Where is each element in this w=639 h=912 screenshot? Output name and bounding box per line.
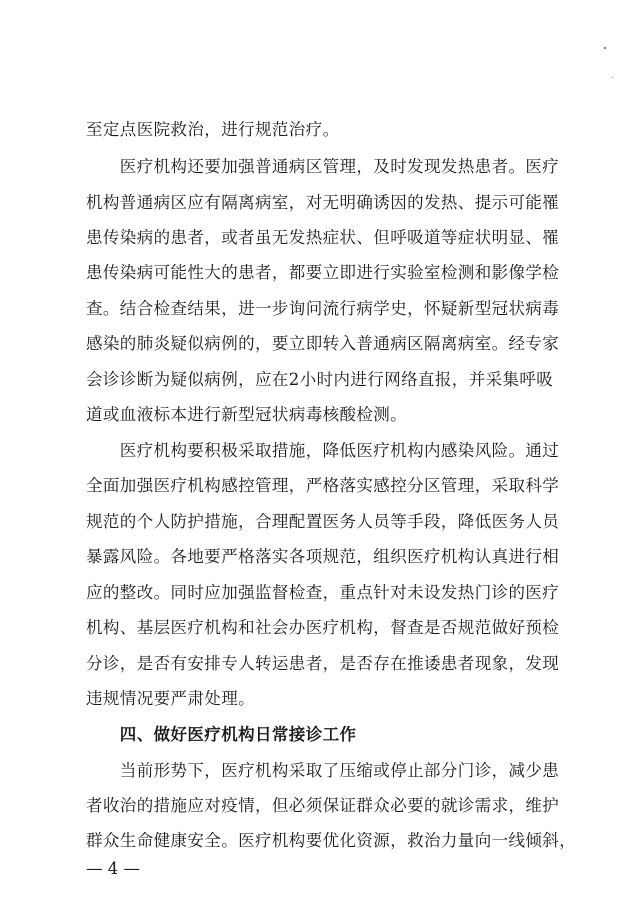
text-line: 医疗机构还要加强普通病区管理，及时发现发热患者。医疗 [86, 157, 560, 176]
text-line: 规范的个人防护措施，合理配置医务人员等手段，降低医务人员 [86, 512, 560, 531]
text-line: 机构、基层医疗机构和社会办医疗机构，督查是否规范做好预检 [86, 618, 560, 637]
text-line: 查。结合检查结果，进一步询问流行病学史，怀疑新型冠状病毒 [86, 299, 560, 318]
text-line: 患传染病可能性大的患者，都要立即进行实验室检测和影像学检 [86, 263, 560, 282]
page-number: — 4 — [86, 859, 140, 878]
text-line: 患传染病的患者，或者虽无发热症状、但呼吸道等症状明显、罹 [86, 228, 560, 247]
text-line: 会诊诊断为疑似病例，应在2小时内进行网络直报，并采集呼吸 [86, 370, 554, 389]
text-line: 机构普通病区应有隔离病室，对无明确诱因的发热、提示可能罹 [86, 193, 560, 212]
text-line: 者收治的措施应对疫情，但必须保证群众必要的就诊需求，维护 [86, 796, 560, 815]
text-line: 暴露风险。各地要严格落实各项规范，组织医疗机构认真进行相 [86, 547, 560, 566]
section-heading: 四、做好医疗机构日常接诊工作 [86, 725, 357, 744]
text-line: 全面加强医疗机构感控管理，严格落实感控分区管理，采取科学 [86, 476, 560, 495]
text-line: 应的整改。同时应加强监督检查，重点针对未设发热门诊的医疗 [86, 583, 560, 602]
text-line: 感染的肺炎疑似病例的，要立即转入普通病区隔离病室。经专家 [86, 334, 560, 353]
text-line: 分诊，是否有安排专人转运患者，是否存在推诿患者现象，发现 [86, 654, 560, 673]
text-line: 违规情况要严肃处理。 [86, 689, 255, 708]
scan-speck [612, 77, 613, 78]
text-line: 群众生命健康安全。医疗机构要优化资源，救治力量向一线倾斜， [86, 831, 577, 850]
text-line: 至定点医院救治，进行规范治疗。 [86, 120, 340, 139]
text-line: 当前形势下，医疗机构采取了压缩或停止部分门诊，减少患 [86, 761, 560, 780]
scan-speck [604, 47, 606, 49]
text-line: 道或血液标本进行新型冠状病毒核酸检测。 [86, 405, 408, 424]
text-line: 医疗机构要积极采取措施，降低医疗机构内感染风险。通过 [86, 441, 560, 460]
